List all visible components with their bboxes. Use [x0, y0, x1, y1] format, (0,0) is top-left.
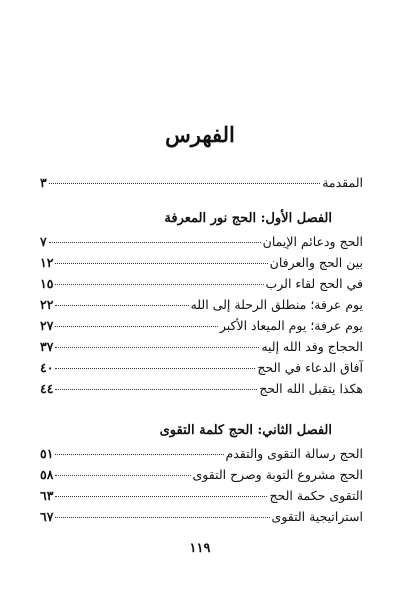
leader-dots	[55, 305, 188, 306]
toc-entry	[40, 318, 363, 333]
toc-entry	[40, 339, 363, 354]
toc-entry-page: ٤٠	[40, 360, 54, 375]
leader-dots	[55, 368, 255, 369]
toc-entry	[40, 446, 363, 461]
toc-entry-page: ٢٧	[40, 318, 54, 333]
toc-entry-page: ٧	[40, 234, 47, 249]
leader-dots	[55, 517, 269, 518]
toc-entry	[40, 276, 363, 291]
leader-dots	[55, 454, 223, 455]
toc-entry-page: ١٢	[40, 255, 54, 270]
toc-entry-page: ٤٤	[40, 381, 54, 396]
toc-entry-page: ٣	[40, 175, 47, 190]
toc-entry-introduction	[40, 175, 363, 190]
leader-dots	[55, 496, 267, 497]
toc-entry-label: استراتيجية التقوى	[271, 509, 363, 524]
leader-dots	[49, 183, 320, 184]
toc-entry	[40, 381, 363, 396]
chapter-heading: الفصل الثاني: الحج كلمة التقوى	[159, 423, 332, 438]
toc-entry-label: الحج رسالة التقوى والتقدم	[225, 446, 363, 461]
toc-entry-label: يوم عرفة؛ منطلق الرحلة إلى الله	[190, 297, 363, 312]
toc-entry-page: ٦٧	[40, 509, 54, 524]
toc-entry	[40, 467, 363, 482]
toc-entry	[40, 255, 363, 270]
leader-dots	[55, 263, 267, 264]
leader-dots	[55, 475, 190, 476]
page-number: ١١٩	[189, 541, 211, 556]
toc-entry-page: ٣٧	[40, 339, 54, 354]
toc-entry	[40, 488, 363, 503]
toc-entry-label: التقوى حكمة الحج	[269, 488, 363, 503]
leader-dots	[55, 389, 257, 390]
toc-entry-label: المقدمة	[322, 175, 363, 190]
page-title: الفهرس	[165, 122, 235, 147]
toc-entry	[40, 360, 363, 375]
toc-entry-page: ١٥	[40, 276, 54, 291]
toc-entry-label: هكذا يتقبل الله الحج	[259, 381, 363, 396]
toc-entry-label: يوم عرفة؛ يوم الميعاد الأكبر	[219, 318, 363, 333]
leader-dots	[55, 284, 263, 285]
toc-entry-page: ٥٨	[40, 467, 54, 482]
toc-entry-label: الحج مشروع التوبة وصرح التقوى	[192, 467, 363, 482]
toc-entry-label: بين الحج والعرفان	[269, 255, 363, 270]
toc-entry-page: ٥١	[40, 446, 54, 461]
toc-entry-label: الحج ودعائم الإيمان	[262, 234, 363, 249]
toc-entry-label: في الحج لقاء الرب	[265, 276, 363, 291]
toc-entry	[40, 297, 363, 312]
toc-entry-label: آفاق الدعاء في الحج	[257, 360, 363, 375]
leader-dots	[55, 326, 217, 327]
toc-entry	[40, 509, 363, 524]
chapter-heading: الفصل الأول: الحج نور المعرفة	[164, 211, 332, 226]
toc-entry-label: الحجاج وفد الله إليه	[261, 339, 363, 354]
toc-entry-page: ٢٢	[40, 297, 54, 312]
leader-dots	[49, 242, 261, 243]
toc-entry	[40, 234, 363, 249]
leader-dots	[55, 347, 259, 348]
toc-entry-page: ٦٣	[40, 488, 54, 503]
